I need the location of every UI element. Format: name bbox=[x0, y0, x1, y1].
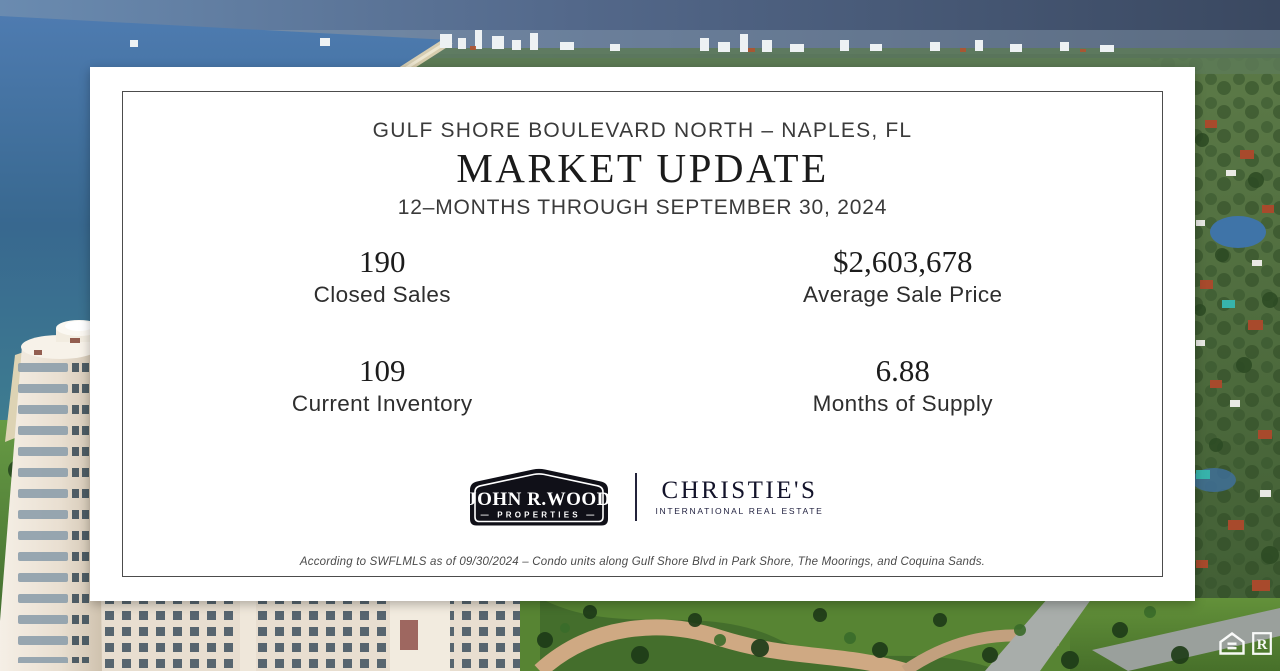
stat-closed-sales bbox=[122, 245, 643, 308]
john-r-wood-logo bbox=[462, 466, 616, 528]
stats-grid bbox=[122, 245, 1163, 417]
compliance-icons bbox=[1219, 632, 1272, 655]
stat-value: 190 bbox=[359, 244, 406, 279]
stat-label: Current Inventory bbox=[291, 391, 473, 417]
stat-label: Months of Supply bbox=[812, 391, 993, 417]
period-line: 12–MONTHS THROUGH SEPTEMBER 30, 2024 bbox=[397, 196, 888, 220]
page-title: MARKET UPDATE bbox=[456, 145, 829, 191]
logo-divider bbox=[635, 473, 637, 521]
stat-average-sale-price bbox=[643, 245, 1164, 308]
stat-value: $2,603,678 bbox=[833, 244, 973, 279]
bottom-strip bbox=[0, 598, 1280, 671]
location-line: GULF SHORE BOULEVARD NORTH – NAPLES, FL bbox=[372, 119, 913, 142]
market-update-card bbox=[90, 67, 1195, 601]
equal-housing-icon bbox=[1219, 632, 1245, 655]
stat-months-of-supply bbox=[643, 354, 1164, 417]
stat-value: 109 bbox=[359, 353, 406, 389]
source-footnote: According to SWFLMLS as of 09/30/2024 – Condo units along Gulf Shore Blvd in Park Shore, The Moorings, and Coquina Sands. bbox=[299, 556, 986, 568]
svg-text:R: R bbox=[1256, 637, 1268, 653]
jrw-name-text: JOHN R.WOOD bbox=[466, 489, 611, 510]
christies-name: CHRISTIE'S bbox=[661, 477, 818, 504]
stat-label: Average Sale Price bbox=[803, 282, 1003, 308]
brand-logos bbox=[90, 466, 1195, 528]
christies-logo bbox=[656, 478, 824, 516]
card-header bbox=[90, 119, 1195, 220]
jrw-sub-text: — PROPERTIES — bbox=[480, 510, 597, 520]
stat-current-inventory bbox=[122, 354, 643, 417]
realtor-icon bbox=[1252, 632, 1272, 655]
left-tower bbox=[0, 320, 102, 671]
stat-value: 6.88 bbox=[875, 353, 930, 389]
stat-label: Closed Sales bbox=[313, 282, 451, 308]
christies-sub: INTERNATIONAL REAL ESTATE bbox=[655, 506, 824, 516]
